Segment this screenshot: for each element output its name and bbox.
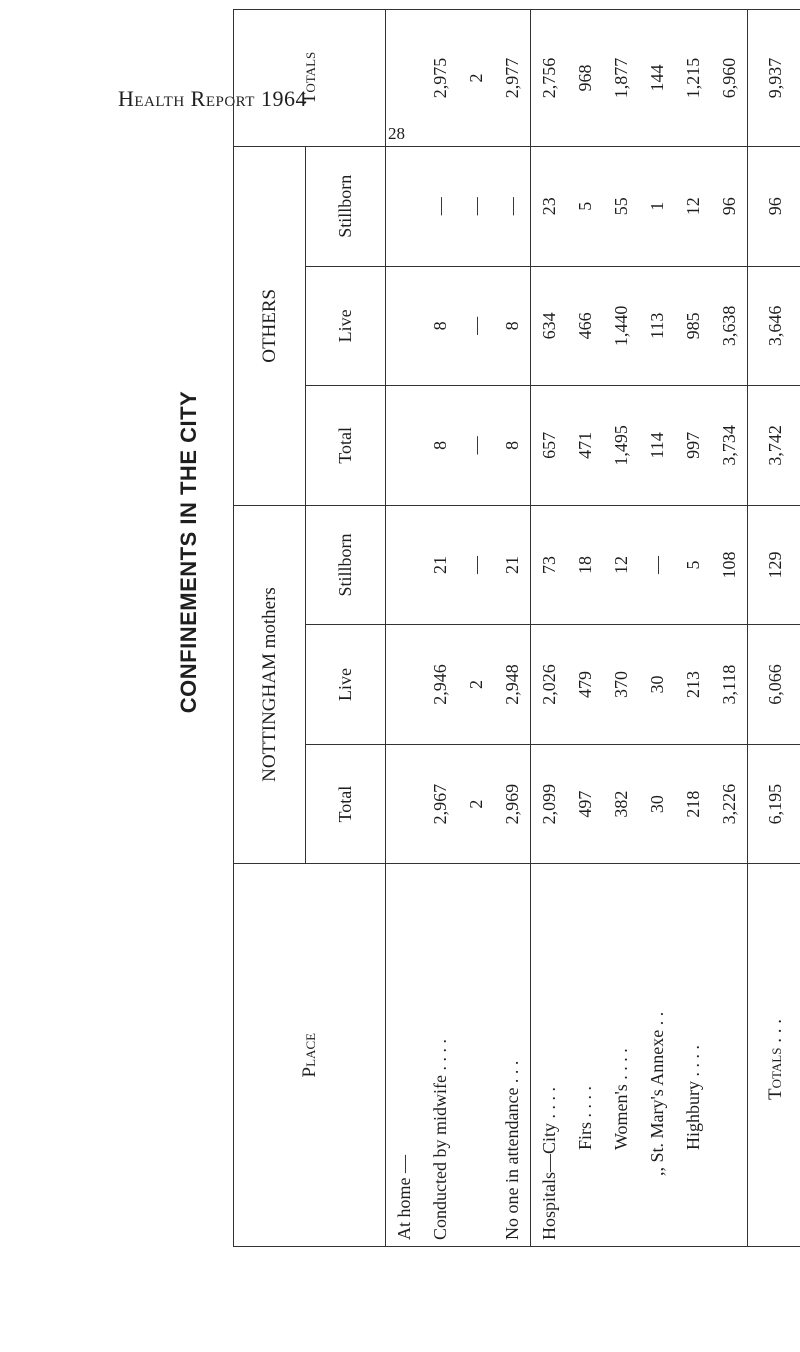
table-cell: 997 <box>683 431 703 459</box>
home-section-row <box>386 10 531 1247</box>
table-title: CONFINEMENTS IN THE CITY <box>176 390 201 714</box>
others-header: OTHERS <box>234 146 306 505</box>
table-cell: 144 <box>647 64 667 92</box>
table-cell: 96 <box>748 146 800 266</box>
home-others-stillborn <box>386 146 531 266</box>
hospitals-section-row <box>531 10 748 1247</box>
table-cell: — <box>466 197 486 216</box>
table-cell: 2 <box>466 73 486 83</box>
table-cell: 108 <box>719 551 739 579</box>
table-cell: 30 <box>647 795 667 814</box>
table-cell: 3,118 <box>719 664 739 705</box>
table-cell: — <box>466 555 486 574</box>
others-total-header: Total <box>306 386 386 506</box>
page-number: 28 <box>388 124 405 143</box>
table-cell: 18 <box>575 555 595 574</box>
nottingham-total-header: Total <box>306 744 386 864</box>
table-cell: 2 <box>466 680 486 690</box>
table-cell: 634 <box>539 312 559 340</box>
grand-total-label-cell <box>748 864 800 1247</box>
nottingham-header: NOTTINGHAM mothers <box>234 505 306 864</box>
grand-total-row <box>748 10 800 1247</box>
home-nottingham-stillborn <box>386 505 531 625</box>
table-cell: 370 <box>611 671 631 699</box>
others-stillborn-header: Stillborn <box>306 146 386 266</box>
table-cell: 2,967 <box>430 783 450 825</box>
table-cell: 6,960 <box>719 57 739 99</box>
totals-header: Totals <box>234 10 386 147</box>
table-cell: 3,742 <box>748 386 800 506</box>
home-nottingham-live <box>386 625 531 745</box>
table-cell: 6,195 <box>748 744 800 864</box>
table-cell: 21 <box>430 555 450 574</box>
place-header: Place <box>234 864 386 1247</box>
table-cell: 2,026 <box>539 664 559 705</box>
table-cell: 2,946 <box>430 664 450 705</box>
table-cell: — <box>430 197 450 216</box>
home-others-live <box>386 266 531 386</box>
table-cell: — <box>502 197 522 216</box>
table-cell: 73 <box>539 555 559 574</box>
table-cell: 1,215 <box>683 57 703 99</box>
place-label: Firs . . . . <box>575 1085 595 1150</box>
table-cell: 2,975 <box>430 57 450 99</box>
table-cell: 213 <box>683 671 703 699</box>
table-cell: 55 <box>611 197 631 216</box>
table-cell: 5 <box>575 201 595 211</box>
table-cell: — <box>647 555 667 574</box>
table-cell: 8 <box>430 321 450 331</box>
hospitals-others-stillborn <box>531 146 748 266</box>
confinements-table-rotated <box>233 9 786 1247</box>
hospitals-others-total <box>531 386 748 506</box>
place-label: Women's . . . . <box>611 1048 631 1150</box>
place-label: ,, St. Mary's Annexe . . <box>647 1011 667 1176</box>
table-cell: 6,066 <box>748 625 800 745</box>
table-cell: 985 <box>683 312 703 340</box>
table-cell: 21 <box>502 555 522 574</box>
table-cell: 497 <box>575 790 595 818</box>
table-cell: 218 <box>683 790 703 818</box>
table-cell: 23 <box>539 197 559 216</box>
table-cell: 2,969 <box>502 783 522 825</box>
table-cell: 968 <box>575 64 595 92</box>
table-cell: 8 <box>502 440 522 450</box>
nottingham-live-header: Live <box>306 625 386 745</box>
table-cell: 2 <box>466 799 486 809</box>
hospitals-nottingham-total <box>531 744 748 864</box>
table-cell: — <box>466 436 486 455</box>
hospitals-place-cell <box>531 864 748 1247</box>
table-cell: 113 <box>647 312 667 339</box>
table-cell: 471 <box>575 431 595 459</box>
table-cell: 30 <box>647 675 667 694</box>
table-cell: 3,646 <box>748 266 800 386</box>
hospitals-totals <box>531 10 748 147</box>
place-label: Hospitals—City . . . . <box>539 1086 559 1240</box>
hospitals-others-live <box>531 266 748 386</box>
table-cell: 2,977 <box>502 57 522 99</box>
hospitals-nottingham-stillborn <box>531 505 748 625</box>
home-nottingham-total <box>386 744 531 864</box>
table-cell: 2,756 <box>539 57 559 99</box>
table-cell: 114 <box>647 432 667 459</box>
table-cell: 3,638 <box>719 305 739 347</box>
grand-total-label: Totals . . . <box>764 1019 786 1100</box>
home-place-cell <box>386 864 531 1247</box>
running-title: Health Report 1964 <box>118 86 307 111</box>
table-cell: 12 <box>683 197 703 216</box>
place-label: No one in attendance . . . <box>502 1060 522 1240</box>
place-label: Conducted by midwife . . . . <box>430 1039 450 1240</box>
table-cell: 3,734 <box>719 425 739 466</box>
table-cell: — <box>466 316 486 335</box>
table-cell: 1,877 <box>611 57 631 99</box>
confinements-table <box>233 9 800 1247</box>
home-label: At home — <box>394 1155 414 1240</box>
table-cell: 479 <box>575 671 595 699</box>
table-cell: 129 <box>748 505 800 625</box>
table-cell: 3,226 <box>719 783 739 825</box>
table-cell: 466 <box>575 312 595 340</box>
table-cell: 12 <box>611 555 631 574</box>
table-cell: 382 <box>611 790 631 818</box>
home-others-total <box>386 386 531 506</box>
others-live-header: Live <box>306 266 386 386</box>
table-cell: 8 <box>502 321 522 331</box>
table-cell: 9,937 <box>748 10 800 147</box>
hospitals-nottingham-live <box>531 625 748 745</box>
table-cell: 8 <box>430 440 450 450</box>
place-label: Highbury . . . . <box>683 1045 703 1150</box>
table-cell: 2,099 <box>539 783 559 825</box>
home-totals <box>386 10 531 147</box>
table-cell: 1,440 <box>611 305 631 347</box>
table-cell: 5 <box>683 560 703 570</box>
table-cell: 2,948 <box>502 664 522 705</box>
table-cell: 657 <box>539 431 559 459</box>
table-cell: 1,495 <box>611 425 631 466</box>
nottingham-stillborn-header: Stillborn <box>306 505 386 625</box>
table-cell: 96 <box>719 197 739 216</box>
table-cell: 1 <box>647 201 667 211</box>
